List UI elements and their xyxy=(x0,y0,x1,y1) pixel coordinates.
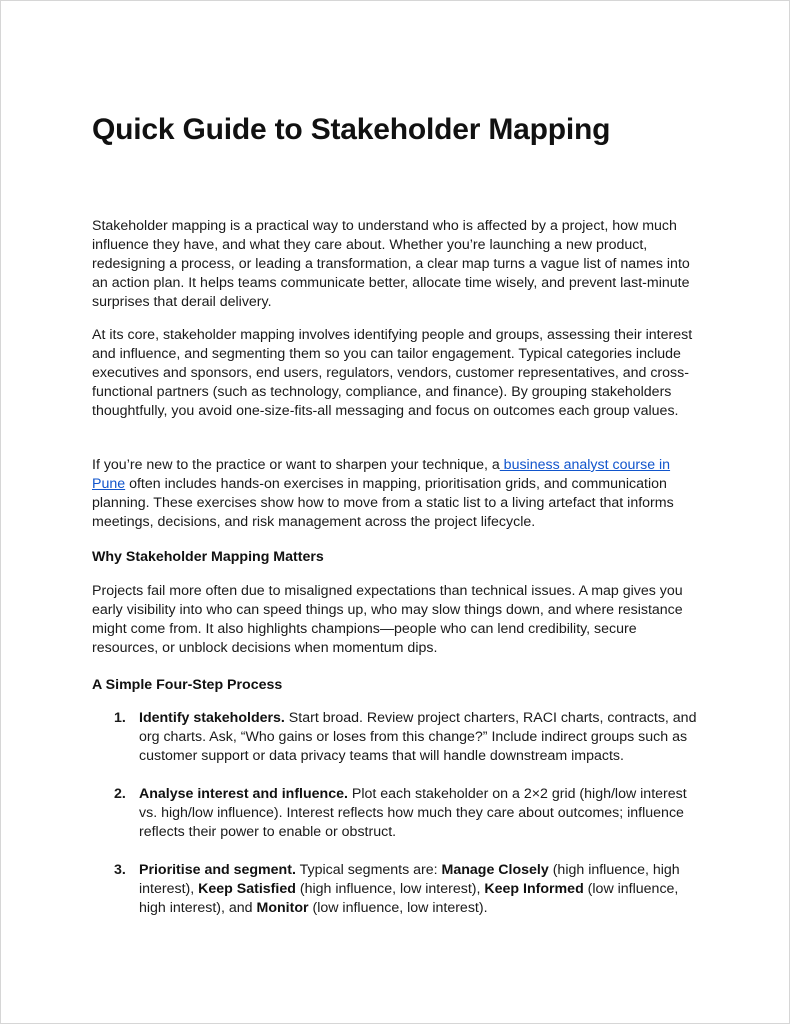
step-text: (high influence, high interest), xyxy=(139,862,680,897)
step-item-1 xyxy=(92,709,698,766)
course-paragraph xyxy=(92,456,698,532)
step-text: (low influence, high interest), and xyxy=(139,881,679,916)
step-number: 1. xyxy=(114,710,126,726)
business-analyst-course-link[interactable]: business analyst course in Pune xyxy=(92,457,671,492)
step-item-2 xyxy=(92,785,698,842)
step-text: (high influence, low interest), xyxy=(295,881,485,897)
course-text-before: If you’re new to the practice or want to sharpen your technique, a xyxy=(92,457,500,473)
step-number: 2. xyxy=(114,786,126,802)
step-text: Plot each stakeholder on a 2×2 grid (high/low interest vs. high/low influence). Interest reflects how much they care about outcomes; influence reflects their power to enable or obstruct. xyxy=(139,786,687,840)
segment-keep-satisfied: Keep Satisfied xyxy=(198,881,296,897)
segment-monitor: Monitor xyxy=(256,900,309,916)
why-matters-paragraph: Projects fail more often due to misaligned expectations than technical issues. A map gives you early visibility into who can speed things up, who may slow things down, and where resistance might come from. It also highlights champions—people who can lend credibility, secure resources, or unblock decisions when momentum dips. xyxy=(92,583,683,656)
four-step-heading: A Simple Four-Step Process xyxy=(92,677,283,693)
step-title: Identify stakeholders. xyxy=(139,710,285,726)
steps-list xyxy=(92,709,698,937)
step-item-3 xyxy=(92,861,698,918)
segment-manage-closely: Manage Closely xyxy=(441,862,549,878)
step-text: Typical segments are: xyxy=(295,862,442,878)
step-title: Analyse interest and influence. xyxy=(139,786,348,802)
step-title: Prioritise and segment. xyxy=(139,862,296,878)
segment-keep-informed: Keep Informed xyxy=(484,881,584,897)
why-matters-heading: Why Stakeholder Mapping Matters xyxy=(92,549,324,565)
page-title: Quick Guide to Stakeholder Mapping xyxy=(92,113,611,146)
core-paragraph: At its core, stakeholder mapping involves identifying people and groups, assessing their interest and influence, and segmenting them so you can tailor engagement. Typical categories include executives and sponsors, end users, regulators, vendors, customer representatives, and cross-functional partners (such as technology, compliance, and finance). By grouping stakeholders thoughtfully, you avoid one-size-fits-all messaging and focus on outcomes each group values. xyxy=(92,327,693,419)
course-text-after: often includes hands-on exercises in mapping, prioritisation grids, and communication planning. These exercises show how to move from a static list to a living artefact that informs meetings, decisions, and risk management across the project lifecycle. xyxy=(92,476,674,530)
step-number: 3. xyxy=(114,862,126,878)
intro-paragraph: Stakeholder mapping is a practical way to understand who is affected by a project, how much influence they have, and what they care about. Whether you’re launching a new product, redesigning a process, or leading a transformation, a clear map turns a vague list of names into an action plan. It helps teams communicate better, allocate time wisely, and prevent last-minute surprises that derail delivery. xyxy=(92,218,690,310)
step-text: Start broad. Review project charters, RACI charts, contracts, and org charts. Ask, “Who gains or loses from this change?” Include indirect groups such as customer support or data privacy teams that will handle downstream impacts. xyxy=(139,710,697,764)
step-text: (low influence, low interest). xyxy=(308,900,488,916)
